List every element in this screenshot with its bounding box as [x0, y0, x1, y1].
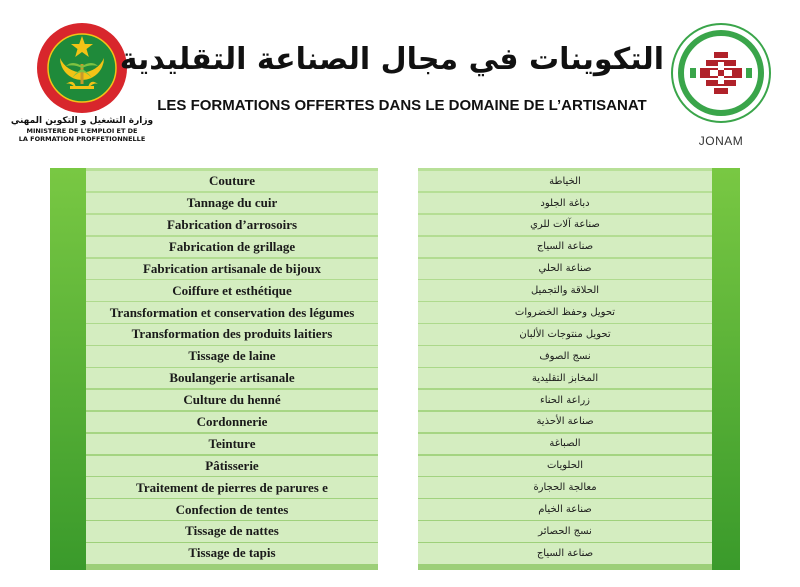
list-item: Tissage de nattes	[86, 521, 378, 541]
formations-list-fr	[86, 171, 378, 565]
list-item: صناعة السياج	[418, 237, 712, 257]
page-title-fr: LES FORMATIONS OFFERTES DANS LE DOMAINE DE L’ARTISANAT	[157, 97, 647, 114]
list-item: المخابز التقليدية	[418, 368, 712, 388]
list-item: صناعة آلات للري	[418, 215, 712, 235]
ministry-name-fr-line2: LA FORMATION PROFFETIONNELLE	[18, 135, 146, 143]
list-item: صناعة الأحذية	[418, 412, 712, 432]
list-item: Boulangerie artisanale	[86, 368, 378, 388]
left-dark-band	[50, 168, 86, 570]
formations-list-ar	[418, 171, 712, 565]
list-item: Transformation des produits laitiers	[86, 324, 378, 344]
list-item: الحلويات	[418, 456, 712, 476]
list-item: Couture	[86, 171, 378, 191]
list-item: Confection de tentes	[86, 499, 378, 519]
list-item: Culture du henné	[86, 390, 378, 410]
list-item: Tissage de tapis	[86, 543, 378, 563]
list-item: معالجة الحجارة	[418, 477, 712, 497]
list-item: Fabrication d’arrosoirs	[86, 215, 378, 235]
ministry-name-ar: وزارة التشغيل و التكوين المهني	[10, 116, 154, 126]
page-title-ar: التكوينات في مجال الصناعة التقليدية	[119, 42, 664, 77]
list-item: نسج الحصائر	[418, 521, 712, 541]
list-item: نسج الصوف	[418, 346, 712, 366]
list-item: زراعة الحناء	[418, 390, 712, 410]
list-item: Cordonnerie	[86, 412, 378, 432]
list-item: Tissage de laine	[86, 346, 378, 366]
list-item: الخياطة	[418, 171, 712, 191]
national-seal-logo	[36, 22, 128, 114]
jonam-logo	[670, 22, 772, 124]
list-item: Transformation et conservation des légumes	[86, 302, 378, 322]
list-item: Traitement de pierres de parures e	[86, 477, 378, 497]
list-item: صناعة الخيام	[418, 499, 712, 519]
list-item: الحلاقة والتجميل	[418, 280, 712, 300]
list-item: صناعة الحلي	[418, 259, 712, 279]
ministry-caption	[8, 116, 156, 143]
list-item: Pâtisserie	[86, 456, 378, 476]
list-item: دباغة الجلود	[418, 193, 712, 213]
ministry-name-fr-line1: MINISTERE DE L'EMPLOI ET DE	[26, 127, 138, 135]
list-item: Coiffure et esthétique	[86, 280, 378, 300]
list-item: Fabrication de grillage	[86, 237, 378, 257]
list-item: Teinture	[86, 434, 378, 454]
list-item: Fabrication artisanale de bijoux	[86, 259, 378, 279]
list-item: تحويل وحفظ الخضروات	[418, 302, 712, 322]
right-dark-band	[712, 168, 740, 570]
partner-name: JONAM	[698, 134, 744, 148]
list-item: الصباغة	[418, 434, 712, 454]
list-item: تحويل منتوجات الألبان	[418, 324, 712, 344]
list-item: صناعة السياج	[418, 543, 712, 563]
list-item: Tannage du cuir	[86, 193, 378, 213]
